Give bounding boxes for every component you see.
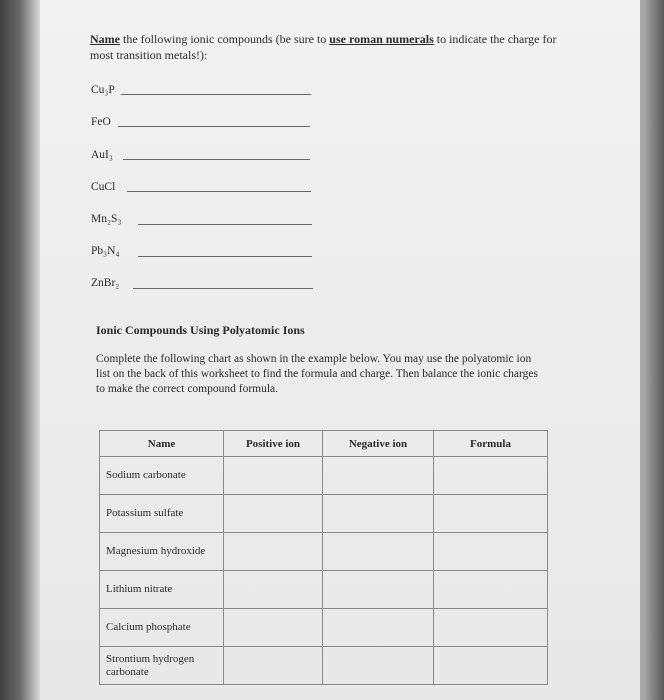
answer-blank[interactable]	[138, 256, 312, 257]
negative-ion-cell[interactable]	[323, 457, 434, 495]
positive-ion-cell[interactable]	[224, 609, 323, 647]
negative-ion-cell[interactable]	[323, 571, 434, 609]
instructions	[90, 31, 560, 63]
positive-ion-cell[interactable]	[224, 495, 323, 533]
section-title: Ionic Compounds Using Polyatomic Ions	[96, 323, 305, 337]
instructions-part1: the following ionic compounds (be sure to	[120, 32, 330, 46]
table-row	[100, 457, 548, 495]
table-header-row	[100, 431, 548, 457]
name-label: Name	[90, 32, 120, 46]
formula-cell[interactable]	[434, 609, 548, 647]
answer-blank[interactable]	[127, 191, 311, 192]
header-formula: Formula	[434, 431, 548, 457]
formula-cell[interactable]	[434, 647, 548, 685]
compound-formula: CuCl	[91, 181, 116, 193]
answer-blank[interactable]	[118, 126, 310, 127]
polyatomic-ion-chart	[99, 430, 548, 685]
compound-name: Magnesium hydroxide	[100, 533, 224, 571]
compound-name: Calcium phosphate	[100, 609, 224, 647]
answer-blank[interactable]	[138, 224, 312, 225]
compound-formula: Cu₃P	[91, 84, 115, 96]
compound-name: Lithium nitrate	[100, 571, 224, 609]
formula-cell[interactable]	[434, 495, 548, 533]
answer-blank[interactable]	[123, 159, 310, 160]
compound-name: Strontium hydrogen carbonate	[100, 647, 224, 685]
formula-cell[interactable]	[434, 571, 548, 609]
formula-cell[interactable]	[434, 533, 548, 571]
positive-ion-cell[interactable]	[224, 457, 323, 495]
header-positive-ion: Positive ion	[224, 431, 323, 457]
compound-formula: ZnBr₂	[91, 277, 120, 289]
compound-formula: FeO	[91, 116, 111, 128]
header-name: Name	[100, 431, 224, 457]
answer-blank[interactable]	[133, 288, 313, 289]
section-paragraph: Complete the following chart as shown in the example below. You may use the polyatomic ion list on the back of this worksheet to find the formula and charge. Then balance the ionic charges to make the correct compound formula.	[96, 353, 538, 395]
negative-ion-cell[interactable]	[323, 533, 434, 571]
negative-ion-cell[interactable]	[323, 609, 434, 647]
table-row	[100, 647, 548, 685]
instructions-part2: to indicate the charge for most transition metals!):	[90, 32, 557, 62]
negative-ion-cell[interactable]	[323, 647, 434, 685]
table-row	[100, 495, 548, 533]
table-row	[100, 609, 548, 647]
header-negative-ion: Negative ion	[323, 431, 434, 457]
negative-ion-cell[interactable]	[323, 495, 434, 533]
formula-cell[interactable]	[434, 457, 548, 495]
compound-formula: Mn₂S₃	[91, 213, 122, 225]
compound-formula: AuI₃	[91, 149, 113, 161]
positive-ion-cell[interactable]	[224, 647, 323, 685]
compound-name: Sodium carbonate	[100, 457, 224, 495]
table-row	[100, 571, 548, 609]
positive-ion-cell[interactable]	[224, 533, 323, 571]
roman-numerals-emphasis: use roman numerals	[329, 32, 434, 46]
compound-formula: Pb₃N₄	[91, 245, 120, 257]
table-row	[100, 533, 548, 571]
positive-ion-cell[interactable]	[224, 571, 323, 609]
compound-name: Potassium sulfate	[100, 495, 224, 533]
answer-blank[interactable]	[121, 94, 311, 95]
